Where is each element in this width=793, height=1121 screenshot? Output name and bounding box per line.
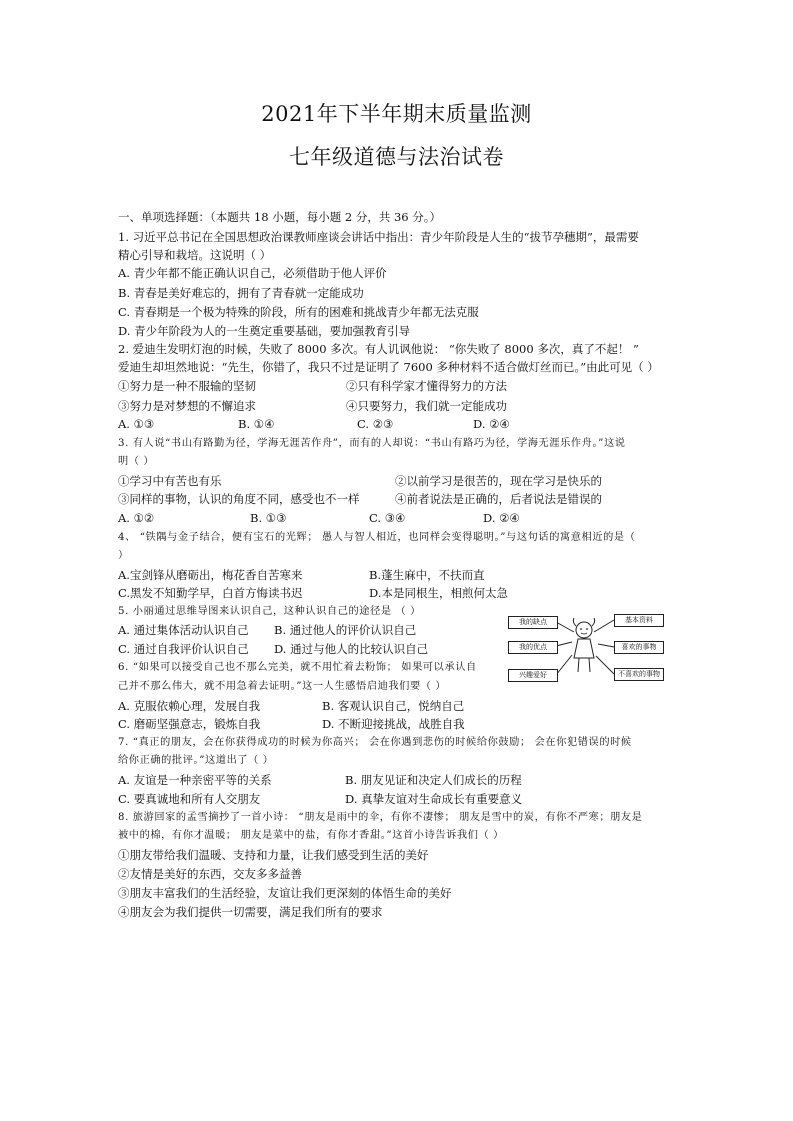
q8-stem-line1: 8. 旅游回家的孟雪摘抄了一首小诗： “朋友是雨中的伞，有你不凄惨； 朋友是雪中的炭，有你不严寒；朋友是 [118,812,643,823]
q2-statement-1: ①努力是一种不服输的坚韧 [118,379,256,393]
q6-stem-line1: 6. “如果可以接受自己也不那么完美，就不用忙着去粉饰； 如果可以承认自 [118,662,477,673]
q4-stem-line2: ） [118,550,129,561]
q5-option-d: D. 通过与他人的比较认识自己 [274,642,429,656]
mind-map-box-likes: 喜欢的事物 [614,641,664,654]
q3-statement-4: ④前者说法是正确的，后者说法是错误的 [395,492,602,506]
q5-option-b: B. 通过他人的评价认识自己 [274,623,417,637]
q2-statement-4: ④只要努力，我们就一定能成功 [346,399,507,413]
q7-stem-line2: 给你正确的批评。”这道出了（ ） [118,755,274,766]
q2-option-a: A. ①③ [118,417,155,431]
q2-option-d: D. ②④ [473,417,510,431]
q3-stem-line2: 明（ ） [118,456,155,467]
q2-statement-2: ②只有科学家才懂得努力的方法 [346,379,507,393]
q7-option-d: D. 真挚友谊对生命成长有重要意义 [345,792,523,806]
q5-option-c: C. 通过自我评价认识自己 [118,642,249,656]
q4-option-c: C.黑发不知勤学早，白首方悔读书迟 [118,586,303,600]
q8-statement-2: ②友情是美好的东西，交友多多益善 [118,867,302,881]
q8-statement-4: ④朋友会为我们提供一切需要，满足我们所有的要求 [118,905,383,919]
q2-option-b: B. ①④ [238,417,275,431]
q5-option-a: A. 通过集体活动认识自己 [118,623,249,637]
mind-map-figure [506,610,666,686]
q4-option-b: B.蓬生麻中，不扶而直 [369,568,485,582]
q8-statement-3: ③朋友丰富我们的生活经验，友谊让我们更深刻的体悟生命的美好 [118,886,452,900]
q1-option-a: A. 青少年都不能正确认识自己，必须借助于他人评价 [118,266,387,280]
q3-option-b: B. ①③ [250,511,287,525]
q1-stem-line1: 1. 习近平总书记在全国思想政治课教师座谈会讲话中指出：青少年阶段是人生的“拔节孕穗期”，最需要 [118,230,639,244]
mind-map-box-basic-info: 基本资料 [614,614,664,627]
q7-option-a: A. 友谊是一种亲密平等的关系 [118,773,272,787]
q3-statement-1: ①学习中有苦也有乐 [118,474,222,488]
q8-statement-1: ①朋友带给我们温暖、支持和力量，让我们感受到生活的美好 [118,848,429,862]
q3-option-a: A. ①② [118,511,155,525]
q7-option-b: B. 朋友见证和决定人们成长的历程 [345,773,522,787]
q2-stem-line2: 爱迪生却坦然地说：“先生，你错了，我只不过是证明了 7600 多种材料不适合做灯丝而已。”由此可见（ ） [118,360,659,374]
q7-stem-line1: 7. “真正的朋友，会在你获得成功的时候为你高兴； 会在你遇到悲伤的时候给你鼓励； 会在你犯错误的时候 [118,737,632,748]
q1-option-b: B. 青春是美好难忘的，拥有了青春就一定能成功 [118,286,364,300]
mind-map-box-hobbies: 兴趣爱好 [508,669,558,682]
q4-option-a: A.宝剑锋从磨砺出，梅花香自苦寒来 [118,568,303,582]
q7-option-c: C. 要真诚地和所有人交朋友 [118,792,261,806]
mind-map-box-dislikes: 不喜欢的事物 [614,668,664,681]
q6-stem-line2: 己并不那么伟大，就不用急着去证明。”这一人生感悟启迪我们要（ ） [118,681,447,692]
q3-statement-2: ②以前学习是很苦的，现在学习是快乐的 [395,474,602,488]
q6-option-a: A. 克服依赖心理，发展自我 [118,699,261,713]
q2-statement-3: ③努力是对梦想的不懈追求 [118,399,256,413]
q3-stem-line1: 3. 有人说“书山有路勤为径，学海无涯苦作舟”，而有的人却说：“书山有路巧为径，学海无涯乐作舟。”这说 [118,438,626,449]
q4-stem-line1: 4、 “铁隅与金子结合，便有宝石的光辉； 愚人与智人相近，也同样会变得聪明。”与这句话的寓意相近的是（ [118,532,636,543]
q8-stem-line2: 被中的棉，有你才温暖； 朋友是菜中的盐，有你才香甜。”这首小诗告诉我们（ ） [118,830,504,841]
q1-stem-line2: 精心引导和栽培。这说明（ ） [118,248,272,262]
q3-option-c: C. ③④ [369,511,406,525]
q1-option-d: D. 青少年阶段为人的一生奠定重要基础，要加强教育引导 [118,324,411,338]
mind-map-box-shortcomings: 我的缺点 [508,616,558,629]
exam-subtitle: 七年级道德与法治试卷 [289,145,504,169]
q3-option-d: D. ②④ [483,511,520,525]
q4-option-d: D.本是同根生，相煎何太急 [369,586,508,600]
mind-map-box-strengths: 我的优点 [508,641,558,654]
q3-statement-3: ③同样的事物，认识的角度不同，感受也不一样 [118,492,360,506]
q6-option-c: C. 磨砺坚强意志，锻炼自我 [118,717,261,731]
q6-option-d: D. 不断迎接挑战，战胜自我 [322,717,465,731]
q6-option-b: B. 客观认识自己，悦纳自己 [322,699,465,713]
q2-option-c: C. ②③ [357,417,394,431]
q5-stem: 5. 小丽通过思维导图来认识自己，这种认识自己的途径是 （ ） [118,606,421,617]
q2-stem-line1: 2. 爱迪生发明灯泡的时候，失败了 8000 多次。有人讥讽他说： “你失败了 8000 多次，真了不起！ ” [118,342,639,356]
q1-option-c: C. 青春期是一个极为特殊的阶段，所有的困难和挑战青少年都无法克服 [118,305,479,319]
exam-title: 2021年下半年期末质量监测 [261,102,532,126]
section-heading: 一、单项选择题：（本题共 18 小题，每小题 2 分，共 36 分。） [118,210,442,224]
